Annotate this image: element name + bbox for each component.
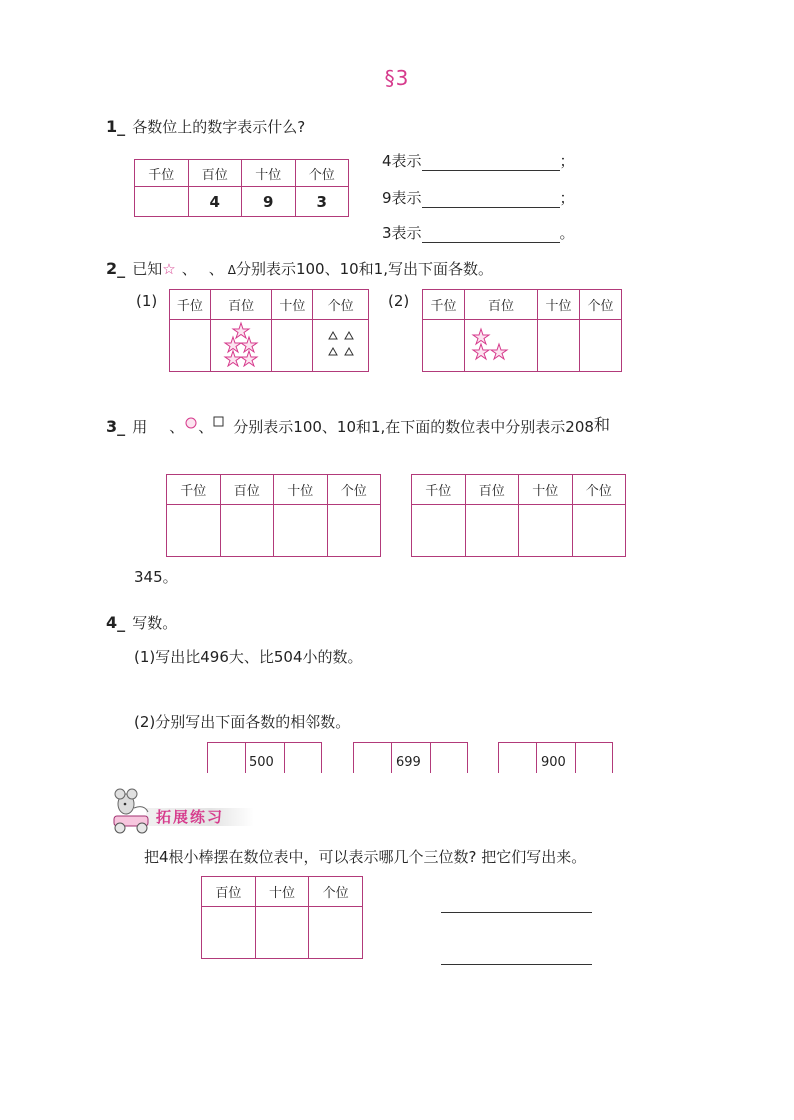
triangle-icon	[345, 348, 353, 355]
place-value-table-extension	[201, 876, 363, 959]
page-title: §3	[384, 66, 410, 90]
header-tens: 十位	[519, 475, 573, 505]
header-hundreds: 百位	[188, 160, 242, 187]
answer-blank[interactable]	[422, 154, 560, 171]
triangle-icon	[329, 332, 337, 339]
place-value-table-q3-1	[166, 474, 381, 557]
digit-thousands	[135, 187, 189, 217]
header-thousands: 千位	[412, 475, 466, 505]
header-hundreds: 百位	[464, 290, 537, 320]
digit-ones: 3	[295, 187, 349, 217]
triangle-icon	[329, 348, 337, 355]
cell-tens[interactable]	[519, 505, 573, 557]
header-hundreds: 百位	[465, 475, 519, 505]
question-text-a: 已知	[132, 260, 163, 278]
header-ones: 个位	[572, 475, 626, 505]
header-hundreds: 百位	[220, 475, 274, 505]
cell-tens[interactable]	[274, 505, 328, 557]
circle-icon	[184, 416, 198, 430]
header-ones: 个位	[295, 160, 349, 187]
star-icon	[473, 344, 489, 359]
question-number: 3	[106, 417, 118, 436]
place-value-table-q3-2	[411, 474, 626, 557]
label-1: (1)	[136, 292, 158, 310]
place-value-table-q2-1	[169, 289, 369, 372]
question-4: 4_ 写数。	[106, 613, 178, 632]
answer-end: ；	[559, 152, 575, 170]
header-tens: 十位	[242, 160, 296, 187]
answer-blank[interactable]	[422, 226, 560, 243]
star-icon	[225, 351, 241, 366]
separator: 、	[169, 418, 185, 436]
question-text-b: 分别表示100、10和1,写出下面各数。	[235, 260, 493, 278]
header-thousands: 千位	[170, 290, 211, 320]
header-thousands: 千位	[167, 475, 221, 505]
stars-five	[221, 321, 261, 367]
header-tens: 十位	[538, 290, 580, 320]
triangle-icon: Δ	[227, 263, 236, 277]
header-hundreds: 百位	[202, 877, 256, 907]
question-3: 3_ 用 、 、 分别表示100、10和1,在下面的数位表中分别表示208和	[106, 415, 610, 436]
answer-line-9	[382, 187, 575, 208]
question-text-b: 分别表示100、10和1,在下面的数位表中分别表示208	[233, 418, 594, 436]
star-icon: ☆	[162, 260, 176, 278]
sub-question-2: (2)分别写出下面各数的相邻数。	[134, 713, 351, 731]
star-icon	[491, 344, 507, 359]
header-thousands: 千位	[423, 290, 465, 320]
cell-tens	[538, 320, 580, 372]
cell-hundreds	[464, 320, 537, 372]
cell-thousands[interactable]	[412, 505, 466, 557]
cell-ones	[580, 320, 622, 372]
place-value-table-q1	[134, 159, 349, 217]
header-ones: 个位	[327, 475, 381, 505]
question-text-a: 用	[132, 418, 148, 436]
separator: 、	[208, 260, 224, 278]
triangles-four	[323, 327, 359, 361]
answer-line[interactable]	[441, 912, 592, 913]
triangle-icon	[345, 332, 353, 339]
header-ones: 个位	[309, 877, 363, 907]
stars-three	[471, 327, 511, 361]
cell-tens[interactable]	[255, 907, 309, 959]
number-900: 900	[541, 755, 566, 770]
square-icon	[213, 416, 225, 428]
star-icon	[241, 351, 257, 366]
answer-label: 9表示	[382, 189, 422, 207]
answer-end: ；	[559, 189, 575, 207]
header-thousands: 千位	[135, 160, 189, 187]
header-ones: 个位	[313, 290, 369, 320]
question-number: 2	[106, 259, 118, 278]
digit-tens: 9	[242, 187, 296, 217]
header-tens: 十位	[274, 475, 328, 505]
answer-line[interactable]	[441, 964, 592, 965]
answer-label: 3表示	[382, 224, 422, 242]
cell-hundreds[interactable]	[465, 505, 519, 557]
answer-end: 。	[559, 224, 575, 242]
cell-hundreds[interactable]	[220, 505, 274, 557]
question-1: 1_ 各数位上的数字表示什么?	[106, 117, 306, 136]
answer-label: 4表示	[382, 152, 422, 170]
cell-thousands	[423, 320, 465, 372]
header-ones: 个位	[580, 290, 622, 320]
question-number: 1	[106, 117, 118, 136]
header-tens: 十位	[272, 290, 313, 320]
sub-question-1: (1)写出比496大、比504小的数。	[134, 648, 363, 666]
question-text-c: 和	[593, 415, 610, 434]
number-500: 500	[249, 755, 274, 770]
cell-ones[interactable]	[309, 907, 363, 959]
cell-thousands	[170, 320, 211, 372]
number-699: 699	[396, 755, 421, 770]
cell-ones	[313, 320, 369, 372]
label-2: (2)	[388, 292, 410, 310]
extension-label: 拓展练习	[156, 808, 225, 826]
cell-thousands[interactable]	[167, 505, 221, 557]
star-icon	[473, 329, 489, 344]
mouse-car-icon	[104, 786, 156, 836]
cell-tens	[272, 320, 313, 372]
cell-ones[interactable]	[327, 505, 381, 557]
header-tens: 十位	[255, 877, 309, 907]
question-text: 写数。	[132, 614, 178, 632]
cell-ones[interactable]	[572, 505, 626, 557]
question-2: 2_ 已知☆ 、 、 Δ分别表示100、10和1,写出下面各数。	[106, 259, 493, 278]
answer-line-3	[382, 222, 575, 243]
cell-hundreds	[210, 320, 272, 372]
cell-hundreds[interactable]	[202, 907, 256, 959]
question-text: 各数位上的数字表示什么?	[132, 118, 306, 136]
separator: 、	[198, 418, 214, 436]
star-icon	[233, 323, 249, 338]
question-text-d: 345。	[134, 568, 178, 586]
place-value-table-q2-2	[422, 289, 622, 372]
answer-blank[interactable]	[422, 191, 560, 208]
digit-hundreds: 4	[188, 187, 242, 217]
extension-text: 把4根小棒摆在数位表中，可以表示哪几个三位数? 把它们写出来。	[144, 848, 587, 866]
header-hundreds: 百位	[210, 290, 272, 320]
question-number: 4	[106, 613, 118, 632]
separator: 、	[181, 260, 197, 278]
answer-line-4	[382, 150, 575, 171]
